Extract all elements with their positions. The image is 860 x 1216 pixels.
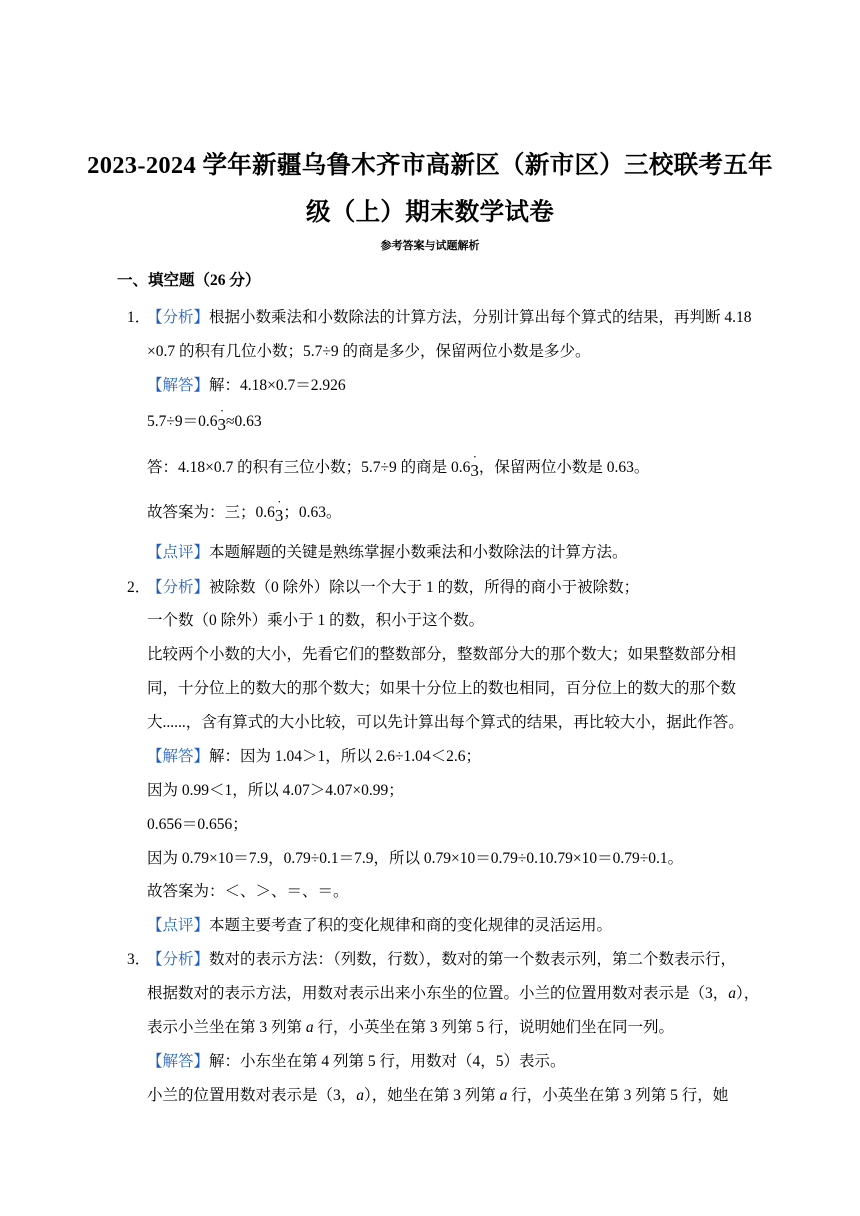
answer-tag: 【解答】 bbox=[147, 377, 210, 394]
q3-answer-text: 解：小东坐在第 4 列第 5 行，用数对（4，5）表示。 bbox=[209, 1053, 566, 1070]
q1-ans-suffix: ，保留两位小数是 0.63。 bbox=[478, 459, 650, 476]
q2-answer-text: 解：因为 1.04＞1，所以 2.6÷1.04＜2.6； bbox=[209, 748, 482, 765]
q3-analysis-text: 数对的表示方法：（列数，行数），数对的第一个数表示列，第二个数表示行， bbox=[209, 951, 737, 968]
q3-line-3 bbox=[147, 1015, 674, 1037]
repeating-digit: · 3 bbox=[274, 497, 284, 525]
q1-comment-text: 本题解题的关键是熟练掌握小数乘法和小数除法的计算方法。 bbox=[209, 544, 628, 561]
analysis-tag: 【分析】 bbox=[147, 579, 210, 596]
comment-tag: 【点评】 bbox=[147, 917, 210, 934]
q2-analysis-line-1 bbox=[147, 575, 639, 597]
section-heading: 一、填空题（26 分） bbox=[117, 272, 261, 289]
comment-tag: 【点评】 bbox=[147, 544, 210, 561]
analysis-tag: 【分析】 bbox=[147, 309, 210, 326]
q3-line-5-suffix: 行，小英坐在第 3 列第 5 行，她 bbox=[507, 1087, 729, 1104]
answer-tag: 【解答】 bbox=[147, 748, 210, 765]
q2-comment bbox=[147, 913, 612, 935]
q2-answer-line-1 bbox=[147, 744, 481, 766]
answer-tag: 【解答】 bbox=[147, 1053, 210, 1070]
q3-analysis-line-1 bbox=[147, 947, 736, 969]
q2-line-9: 因为 0.79×10＝7.9，0.79÷0.1＝7.9，所以 0.79×10＝0.79÷0.10.79×10＝0.79÷0.1。 bbox=[147, 850, 684, 867]
q1-final-answer bbox=[147, 497, 342, 525]
question-1-number: 1． bbox=[127, 309, 151, 326]
q2-line-4: 同，十分位上的数大的那个数大；如果十分位上的数也相同，百分位上的数大的那个数 bbox=[147, 680, 737, 697]
q1-equation-2 bbox=[147, 406, 262, 434]
q1-analysis-line-2: ×0.7 的积有几位小数；5.7÷9 的商是多少，保留两位小数是多少。 bbox=[147, 343, 591, 360]
question-3-number: 3． bbox=[127, 951, 151, 968]
q2-line-5: 大......，含有算式的大小比较，可以先计算出每个算式的结果，再比较大小，据此作答。 bbox=[147, 714, 744, 731]
q1-ans-prefix: 答：4.18×0.7 的积有三位小数；5.7÷9 的商是 0.6 bbox=[147, 459, 471, 476]
repeating-digit: · 3 bbox=[217, 406, 227, 434]
question-2-number: 2． bbox=[127, 579, 151, 596]
q2-analysis-text: 被除数（0 除外）除以一个大于 1 的数，所得的商小于被除数； bbox=[209, 579, 640, 596]
q3-line-2 bbox=[147, 981, 759, 1003]
q2-line-8: 0.656＝0.656； bbox=[147, 816, 248, 833]
analysis-tag: 【分析】 bbox=[147, 951, 210, 968]
q2-final-answer: 故答案为：＜、＞、＝、＝。 bbox=[147, 883, 349, 900]
repeating-digit-value: 3 bbox=[217, 415, 227, 434]
document-subtitle: 参考答案与试题解析 bbox=[380, 240, 480, 252]
q3-answer-line-1 bbox=[147, 1049, 566, 1071]
q1-final-prefix: 故答案为：三；0.6 bbox=[147, 504, 275, 521]
q2-comment-text: 本题主要考查了积的变化规律和商的变化规律的灵活运用。 bbox=[209, 917, 613, 934]
q1-answer-statement bbox=[147, 452, 650, 480]
variable-a: a bbox=[728, 985, 737, 1002]
variable-a: a bbox=[305, 1019, 314, 1036]
repeating-digit-value: 3 bbox=[470, 461, 479, 480]
q1-answer-text: 解：4.18×0.7＝2.926 bbox=[209, 377, 346, 394]
q1-final-suffix: ；0.63。 bbox=[283, 504, 342, 521]
q1-comment bbox=[147, 540, 628, 562]
q2-line-7: 因为 0.99＜1，所以 4.07＞4.07×0.99； bbox=[147, 782, 404, 799]
q3-line-3-prefix: 表示小兰坐在第 3 列第 bbox=[147, 1019, 306, 1036]
q1-analysis-line-1 bbox=[147, 305, 752, 327]
q3-line-5-middle: ），她坐在第 3 列第 bbox=[364, 1087, 500, 1104]
q1-eq2-prefix: 5.7÷9＝0.6 bbox=[147, 413, 218, 430]
q3-line-2-suffix: ）， bbox=[736, 985, 760, 1002]
q3-line-3-suffix: 行，小英坐在第 3 列第 5 行，说明她们坐在同一列。 bbox=[313, 1019, 675, 1036]
q2-line-3: 比较两个小数的大小，先看它们的整数部分，整数部分大的那个数大；如果整数部分相 bbox=[147, 646, 737, 663]
repeating-digit: · 3 bbox=[470, 452, 479, 480]
q1-eq2-suffix: ≈0.63 bbox=[226, 413, 262, 430]
q3-line-5-prefix: 小兰的位置用数对表示是（3， bbox=[147, 1087, 357, 1104]
document-title-line-1: 2023-2024 学年新疆乌鲁木齐市高新区（新市区）三校联考五年 bbox=[87, 152, 773, 179]
variable-a: a bbox=[356, 1087, 365, 1104]
q2-line-2: 一个数（0 除外）乘小于 1 的数，积小于这个数。 bbox=[147, 612, 485, 629]
q3-line-5 bbox=[147, 1083, 728, 1105]
repeating-digit-value: 3 bbox=[274, 506, 284, 525]
q1-answer-line-1 bbox=[147, 373, 346, 395]
q3-line-2-prefix: 根据数对的表示方法，用数对表示出来小东坐的位置。小兰的位置用数对表示是（3， bbox=[147, 985, 729, 1002]
q1-analysis-text: 根据小数乘法和小数除法的计算方法，分别计算出每个算式的结果，再判断 4.18 bbox=[209, 309, 752, 326]
document-title-line-2: 级（上）期末数学试卷 bbox=[306, 199, 554, 226]
variable-a: a bbox=[499, 1087, 508, 1104]
